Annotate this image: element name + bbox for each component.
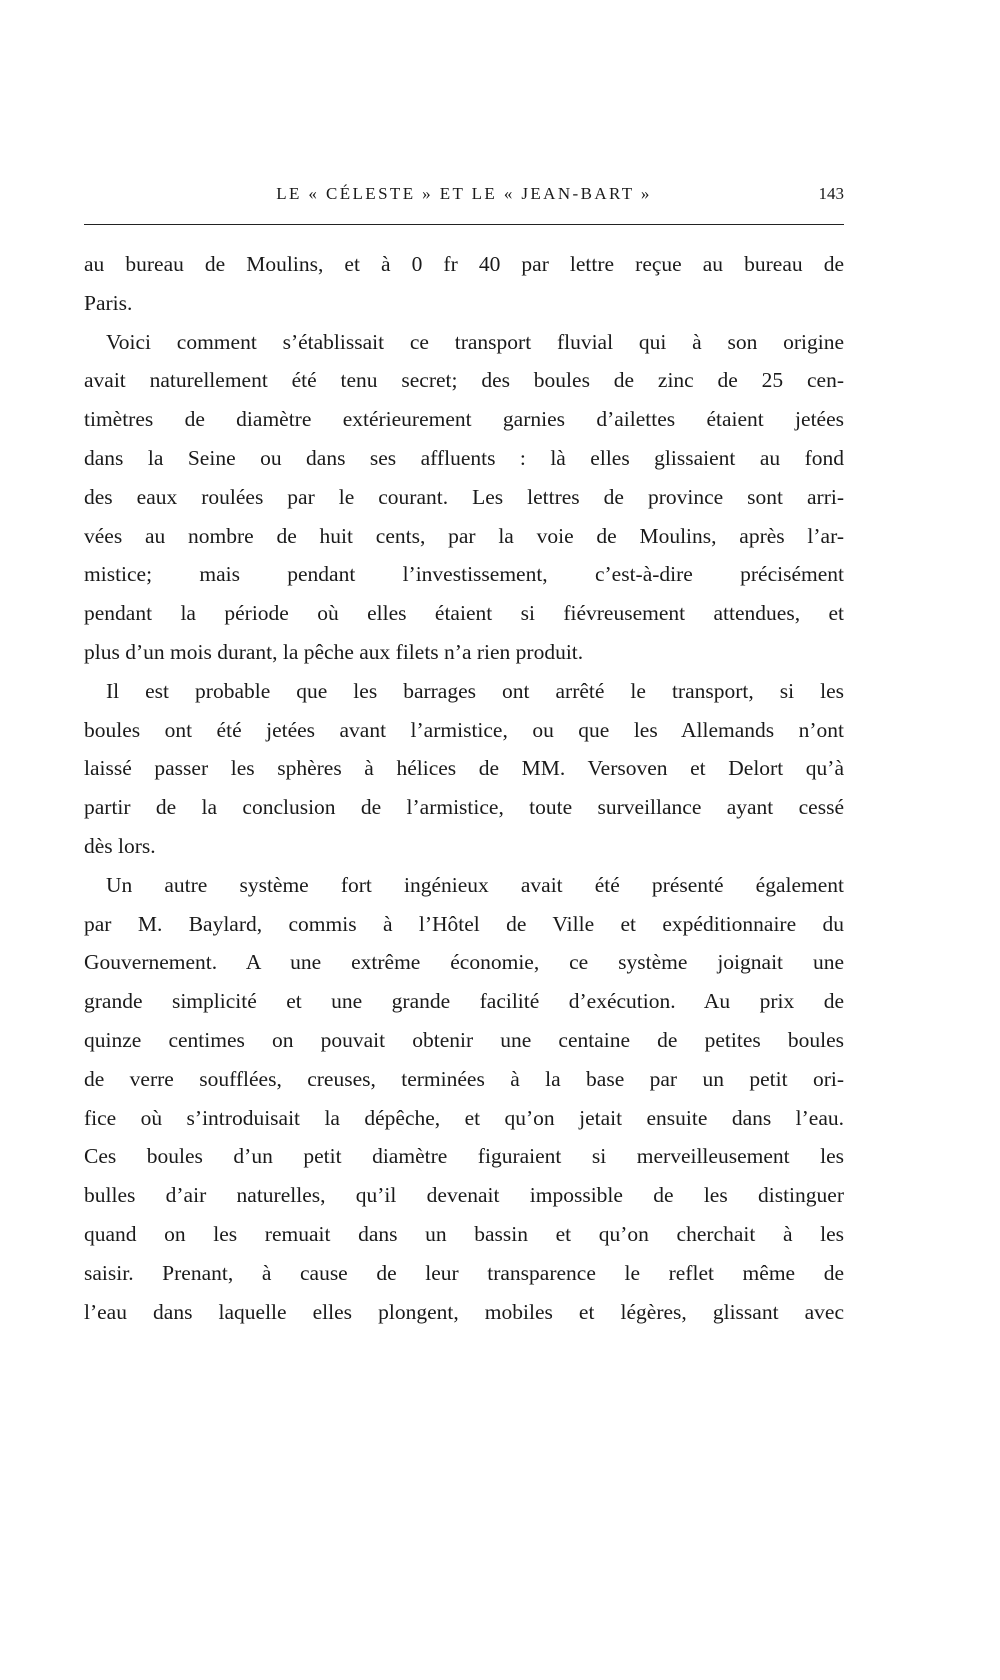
text-line: des eaux roulées par le courant. Les lettres de province sont arri-: [84, 484, 844, 509]
text-line: pendant la période où elles étaient si fiévreusement attendues, et: [84, 601, 844, 626]
text-line: laissé passer les sphères à hélices de MM. Versoven et Delort qu’à: [84, 756, 844, 781]
text-line: au bureau de Moulins, et à 0 fr 40 par lettre reçue au bureau de: [84, 252, 844, 276]
text-line: Paris.: [84, 290, 133, 315]
text-line: timètres de diamètre extérieurement garnies d’ailettes étaient jetées: [84, 407, 844, 432]
text-line: quinze centimes on pouvait obtenir une centaine de petites boules: [84, 1027, 844, 1052]
text-line: Un autre système fort ingénieux avait été présenté également: [106, 872, 844, 897]
text-line: Ces boules d’un petit diamètre figuraient si merveilleusement les: [84, 1144, 844, 1169]
text-line: Il est probable que les barrages ont arrêté le transport, si les: [106, 678, 844, 703]
text-line: vées au nombre de huit cents, par la voie de Moulins, après l’ar-: [84, 523, 844, 548]
text-line: Gouvernement. A une extrême économie, ce système joignait une: [84, 950, 844, 975]
header-rule: [84, 224, 844, 225]
text-line: boules ont été jetées avant l’armistice, ou que les Allemands n’ont: [84, 717, 844, 742]
text-line: avait naturellement été tenu secret; des boules de zinc de 25 cen-: [84, 368, 844, 393]
text-line: par M. Baylard, commis à l’Hôtel de Ville et expéditionnaire du: [84, 911, 844, 936]
running-header: [84, 176, 844, 212]
text-line: dès lors.: [84, 833, 156, 858]
text-line: quand on les remuait dans un bassin et qu’on cherchait à les: [84, 1221, 844, 1246]
text-line: dans la Seine ou dans ses affluents : là elles glissaient au fond: [84, 445, 844, 470]
text-line: grande simplicité et une grande facilité d’exécution. Au prix de: [84, 989, 844, 1014]
text-line: Voici comment s’établissait ce transport fluvial qui à son origine: [106, 329, 844, 354]
text-line: saisir. Prenant, à cause de leur transparence le reflet même de: [84, 1260, 844, 1285]
text-line: partir de la conclusion de l’armistice, toute surveillance ayant cessé: [84, 795, 844, 820]
running-title: LE « CÉLESTE » ET LE « JEAN-BART »: [276, 184, 652, 203]
text-line: mistice; mais pendant l’investissement, c’est-à-dire précisément: [84, 562, 844, 587]
text-line: de verre soufflées, creuses, terminées à la base par un petit ori-: [84, 1066, 844, 1091]
body-text: [84, 245, 844, 1331]
text-line: l’eau dans laquelle elles plongent, mobiles et légères, glissant avec: [84, 1299, 844, 1324]
text-line: fice où s’introduisait la dépêche, et qu’on jetait ensuite dans l’eau.: [84, 1105, 844, 1130]
text-line: plus d’un mois durant, la pêche aux filets n’a rien produit.: [84, 639, 584, 664]
text-line: bulles d’air naturelles, qu’il devenait impossible de les distinguer: [84, 1183, 844, 1208]
page-number: 143: [818, 184, 844, 203]
